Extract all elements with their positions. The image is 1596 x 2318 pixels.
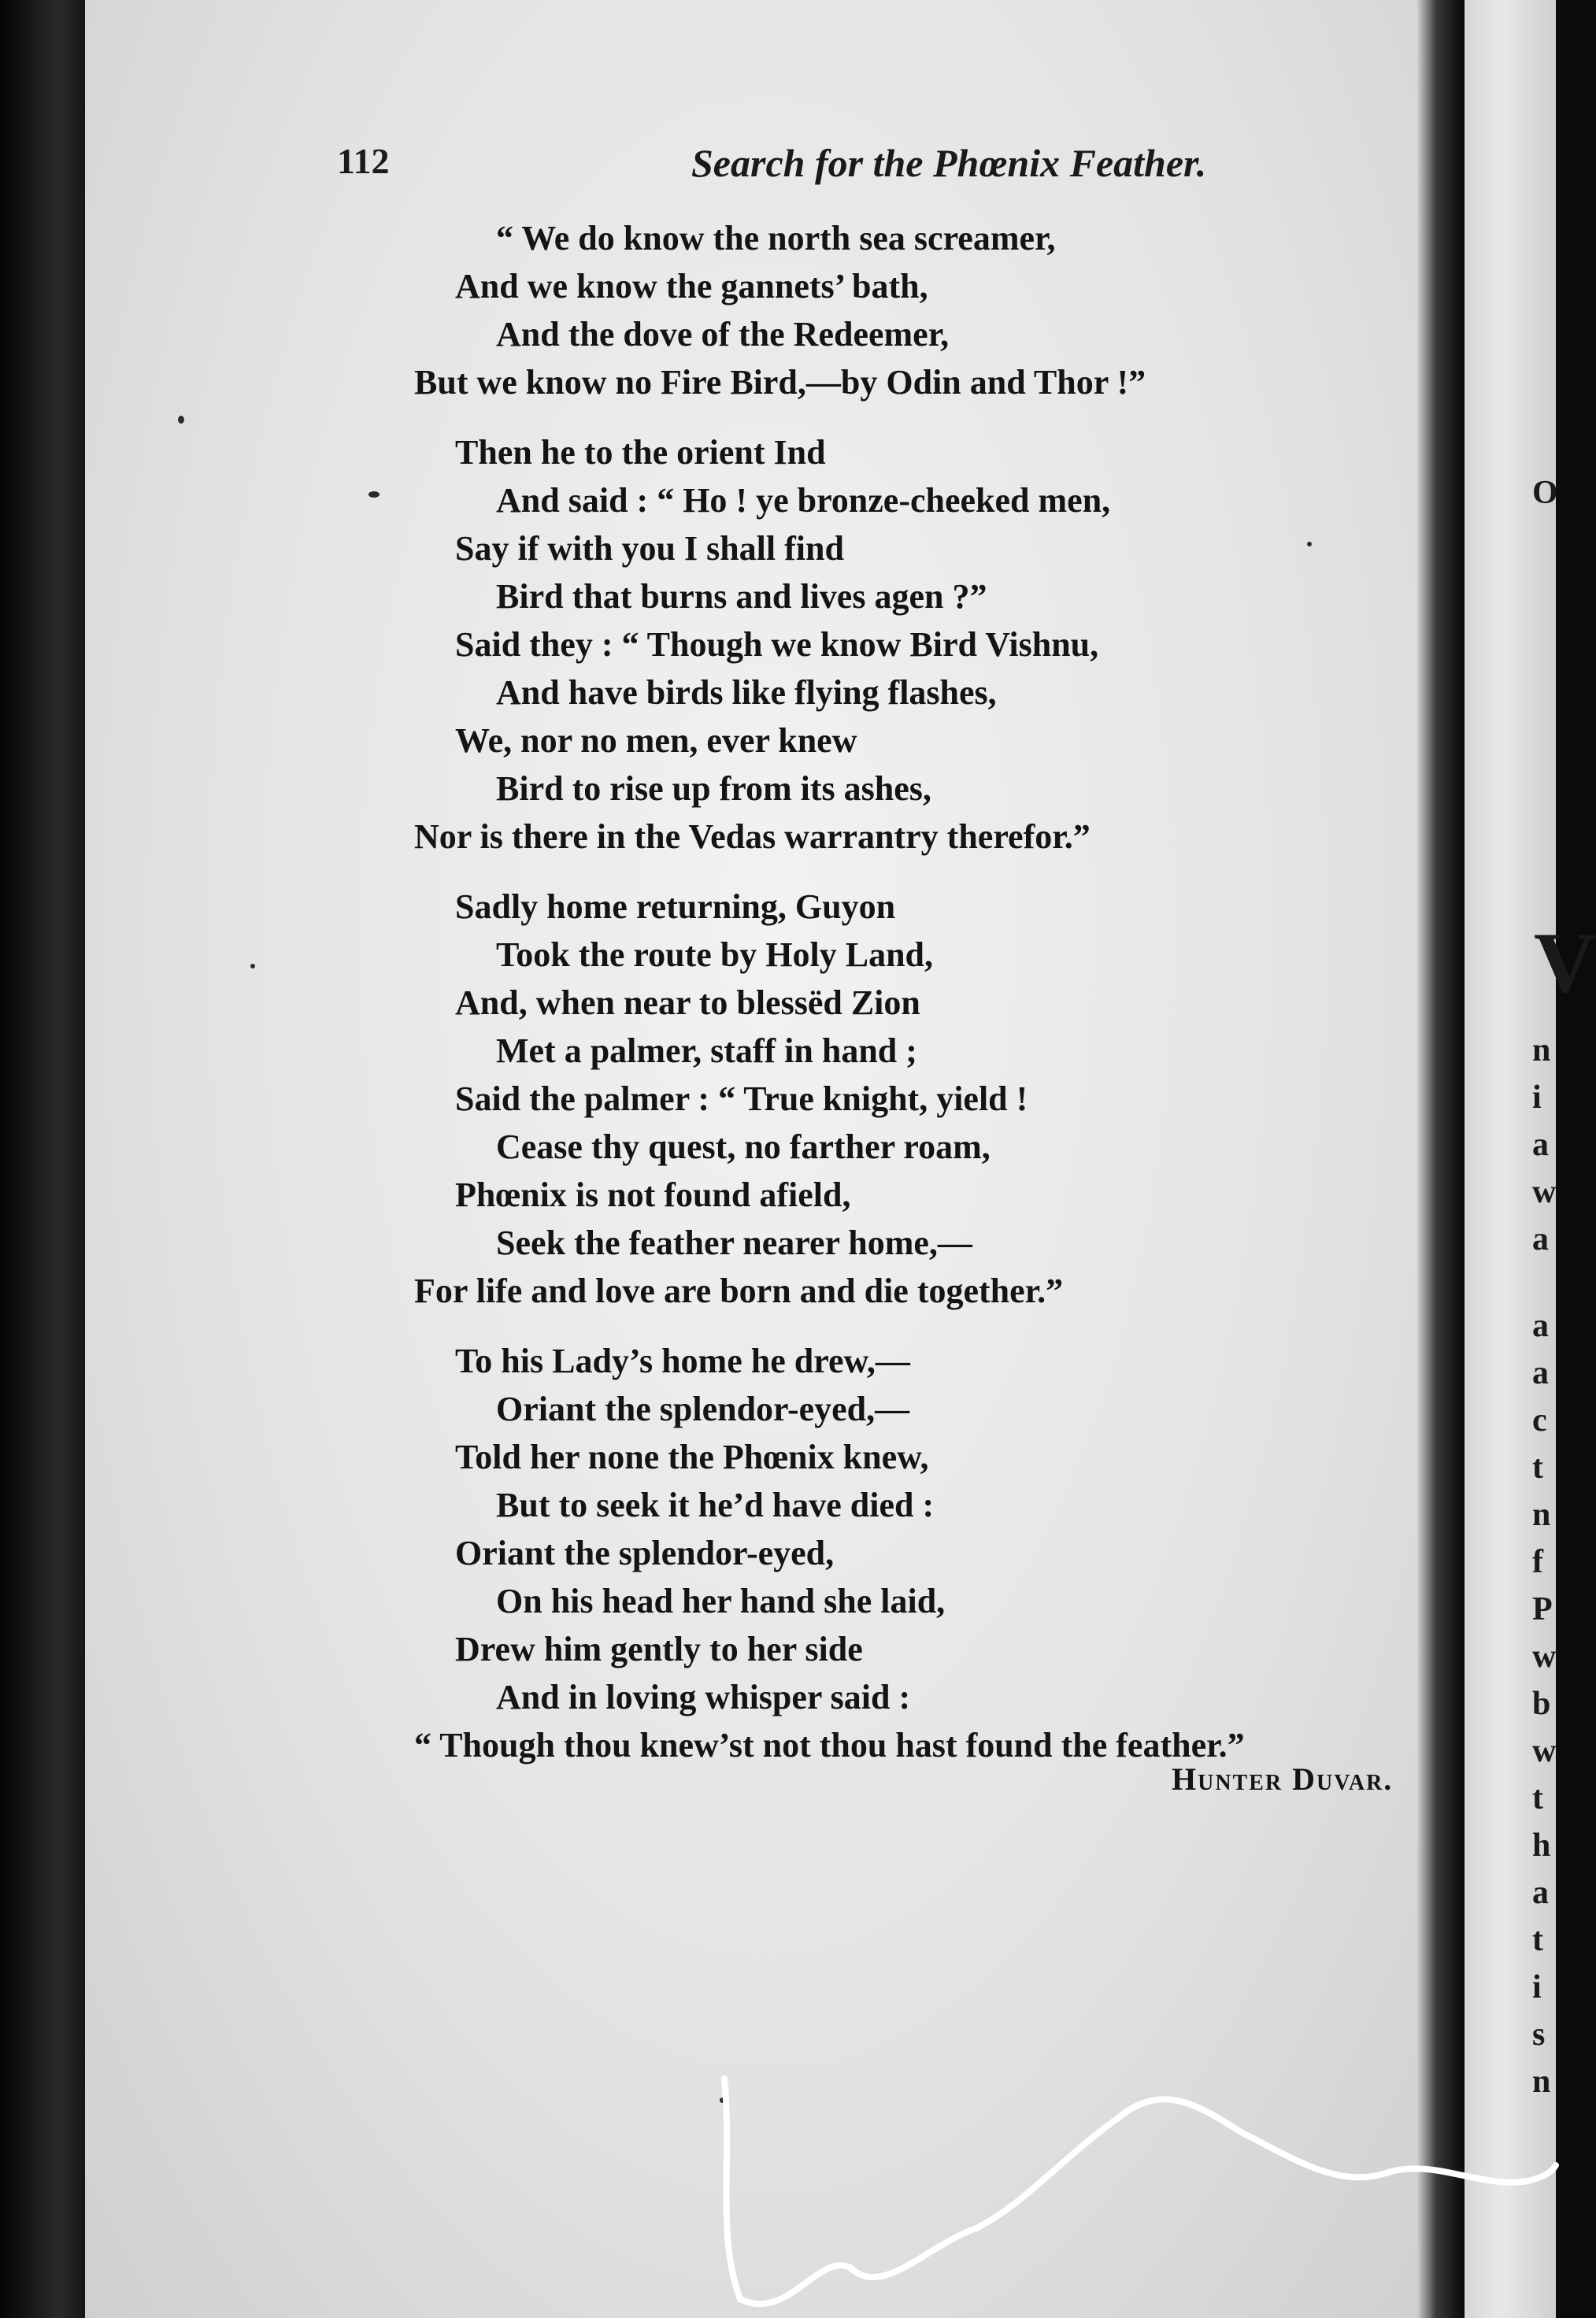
- author-signature: Hunter Duvar.: [1172, 1761, 1394, 1797]
- facing-page-edge: [1465, 0, 1596, 2318]
- poem-line: And, when near to blessëd Zion: [455, 983, 920, 1022]
- scan-speck: [1307, 542, 1312, 546]
- facing-page-fragment: a: [1532, 1127, 1549, 1163]
- facing-page-fragment: a: [1532, 1221, 1549, 1257]
- poem-line: But we know no Fire Bird,—by Odin and Thor !”: [414, 363, 1146, 402]
- poem-line: For life and love are born and die together.”: [414, 1272, 1064, 1310]
- facing-page-fragment: t: [1532, 1922, 1543, 1958]
- scan-speck: [178, 416, 184, 424]
- poem: [414, 214, 1479, 1791]
- running-title: Search for the Phœnix Feather.: [691, 141, 1207, 185]
- book-gutter: [1417, 0, 1465, 2318]
- page-header: [337, 140, 1266, 211]
- page-number: 112: [337, 141, 390, 181]
- book-binding-left: [0, 0, 85, 2318]
- facing-page-fragment: t: [1532, 1780, 1543, 1816]
- poem-line: Took the route by Holy Land,: [496, 935, 934, 974]
- facing-page-fragment: n: [1532, 1497, 1551, 1533]
- book-page: [85, 0, 1449, 2318]
- facing-page-fragment: n: [1532, 1032, 1551, 1068]
- facing-page-fragment: a: [1532, 1355, 1549, 1391]
- stanza: [414, 214, 1479, 406]
- scan-speck: [250, 964, 255, 968]
- poem-line: Nor is there in the Vedas warrantry therefor.”: [414, 817, 1091, 856]
- poem-line: Bird to rise up from its ashes,: [496, 769, 931, 808]
- scan-speck: [368, 491, 380, 498]
- poem-line: Told her none the Phœnix knew,: [455, 1438, 929, 1476]
- poem-line: Say if with you I shall find: [455, 529, 844, 568]
- poem-line: Met a palmer, staff in hand ;: [496, 1031, 917, 1070]
- poem-line: Phœnix is not found afield,: [455, 1176, 851, 1214]
- facing-page-fragment: c: [1532, 1402, 1547, 1439]
- facing-page-fragment: w: [1532, 1639, 1557, 1675]
- poem-line: And we know the gannets’ bath,: [455, 267, 928, 305]
- poem-line: And have birds like flying flashes,: [496, 673, 997, 712]
- poem-line: Said they : “ Though we know Bird Vishnu,: [455, 625, 1099, 664]
- poem-line: Seek the feather nearer home,—: [496, 1224, 972, 1262]
- poem-line: Oriant the splendor-eyed,—: [496, 1390, 910, 1428]
- facing-page-fragment: s: [1532, 2016, 1546, 2053]
- poem-line: To his Lady’s home he drew,—: [455, 1342, 910, 1380]
- poem-line: And said : “ Ho ! ye bronze-cheeked men,: [496, 481, 1111, 520]
- poem-line: Bird that burns and lives agen ?”: [496, 577, 987, 616]
- poem-line: And in loving whisper said :: [496, 1678, 911, 1716]
- facing-page-fragment: P: [1532, 1591, 1553, 1627]
- poem-line: And the dove of the Redeemer,: [496, 315, 950, 354]
- facing-page-fragment: h: [1532, 1827, 1551, 1864]
- stanza: [414, 428, 1479, 861]
- poem-line: Then he to the orient Ind: [455, 433, 826, 472]
- poem-line: We, nor no men, ever knew: [455, 721, 857, 760]
- poem-line: Drew him gently to her side: [455, 1630, 863, 1668]
- facing-page-fragment: i: [1532, 1079, 1542, 1116]
- facing-page-fragment: V: [1534, 915, 1596, 1011]
- poem-line: “ Though thou knew’st not thou hast found the feather.”: [414, 1726, 1245, 1764]
- poem-line: Cease thy quest, no farther roam,: [496, 1128, 991, 1166]
- stanza: [414, 883, 1479, 1315]
- facing-page-fragment: i: [1532, 1969, 1542, 2005]
- poem-line: But to seek it he’d have died :: [496, 1486, 935, 1524]
- facing-page-fragment: w: [1532, 1733, 1557, 1769]
- facing-page-fragment: a: [1532, 1308, 1549, 1344]
- facing-page-fragment: n: [1532, 2064, 1551, 2100]
- poem-line: Oriant the splendor-eyed,: [455, 1534, 835, 1572]
- scan-artifact-scrawl: [693, 2063, 1556, 2318]
- facing-page-fragment: O: [1532, 475, 1558, 511]
- poem-line: Sadly home returning, Guyon: [455, 887, 896, 926]
- poem-line: On his head her hand she laid,: [496, 1582, 946, 1620]
- poem-line: Said the palmer : “ True knight, yield !: [455, 1079, 1028, 1118]
- facing-page-fragment: f: [1532, 1544, 1543, 1580]
- poem-line: “ We do know the north sea screamer,: [496, 219, 1056, 257]
- stanza: [414, 1337, 1479, 1769]
- facing-page-fragment: t: [1532, 1450, 1543, 1486]
- facing-page-fragment: w: [1532, 1174, 1557, 1210]
- facing-page-fragment: a: [1532, 1875, 1549, 1911]
- facing-page-fragment: b: [1532, 1686, 1551, 1722]
